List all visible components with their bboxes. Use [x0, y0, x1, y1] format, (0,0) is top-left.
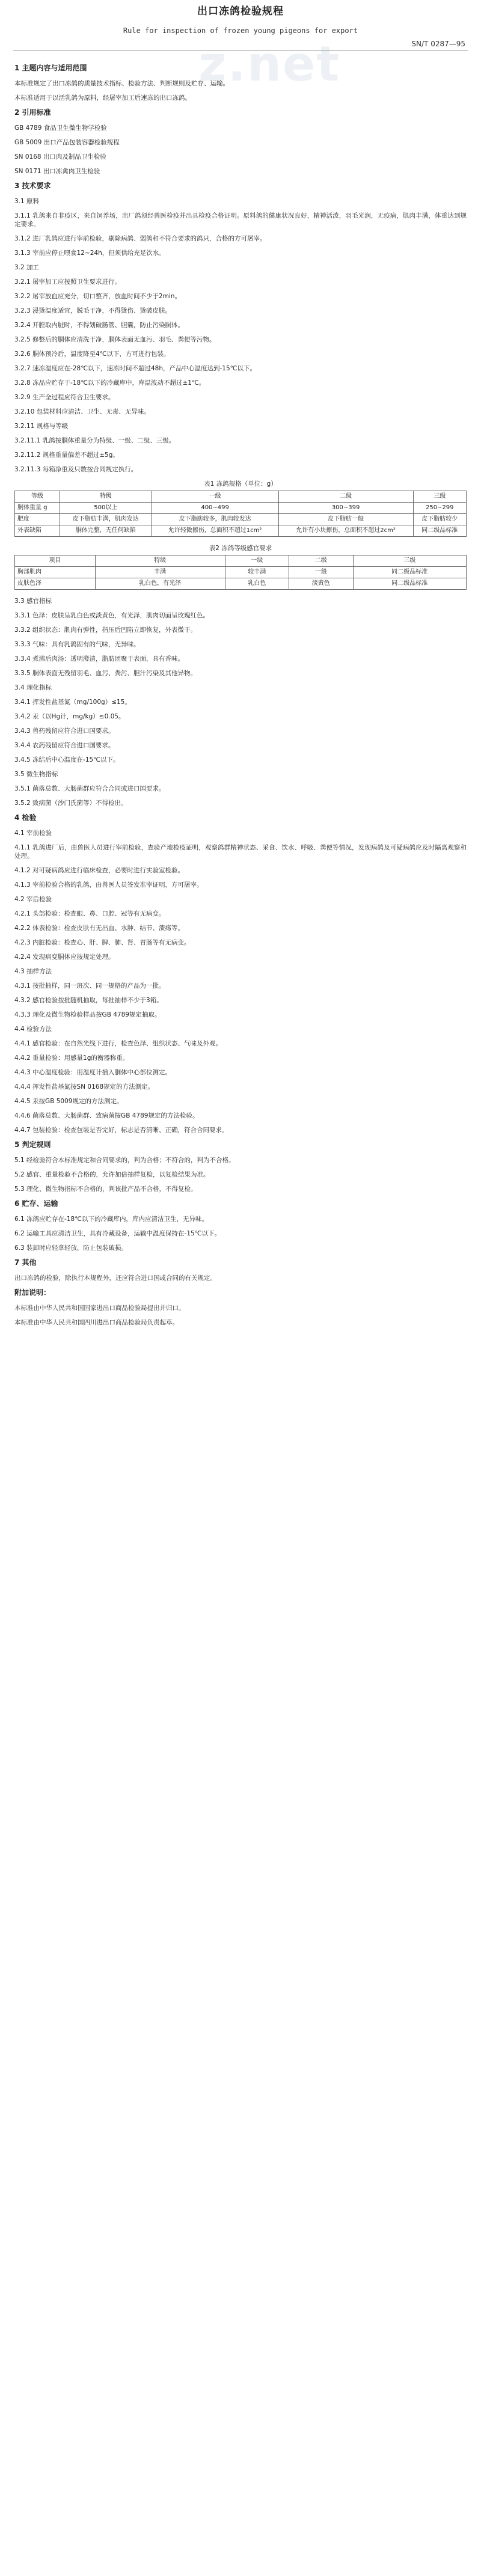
subsection-heading: 3.2 加工: [14, 264, 40, 271]
table-caption: 表1 冻鸽规格（单位：g）: [204, 480, 277, 488]
paragraph: 6.1 冻鸽应贮存在-18℃以下的冷藏库内，库内应清洁卫生，无异味。: [14, 1216, 208, 1223]
table-cell: 500以上: [60, 503, 152, 514]
table-row: [15, 578, 467, 590]
table-cell: 淡黄色: [289, 578, 354, 590]
paragraph: 3.2.10 包装材料应清洁、卫生、无毒、无异味。: [14, 408, 150, 415]
table-cell: 皮下脂肪一般: [278, 514, 413, 525]
paragraph: 4.4.7 包装检验：检查包装是否完好，标志是否清晰、正确，符合合同要求。: [14, 1127, 228, 1134]
table-cell: 胴体重量 g: [15, 503, 60, 514]
table-header-cell: 三级: [413, 491, 466, 503]
paragraph: 3.1.2 进厂乳鸽应进行宰前检验，剔除病鸽、弱鸽和不符合要求的鸽只，合格的方可屠宰。: [14, 235, 266, 242]
table-cell: 丰满: [95, 567, 225, 578]
paragraph: 3.3.4 煮沸后肉汤：透明澄清，脂肪团聚于表面，具有香味。: [14, 655, 185, 662]
table-cell: 皮肤色泽: [15, 578, 96, 590]
table-header-cell: 等级: [15, 491, 60, 503]
paragraph: 4.4.5 汞按GB 5009规定的方法测定。: [14, 1098, 123, 1105]
paragraph: 3.2.4 开膛取内脏时，不得划破肠管、胆囊，防止污染胴体。: [14, 322, 185, 329]
table-cell: 同二级品标准: [353, 578, 466, 590]
subsection-heading: 4.3 抽样方法: [14, 968, 52, 975]
paragraph: 3.2.3 浸烫温度适宜，脱毛干净，不得烫伤、烫破皮肤。: [14, 307, 172, 314]
paragraph: 本标准由中华人民共和国国家进出口商品检验局提出并归口。: [14, 1305, 185, 1312]
table-header-cell: 特级: [95, 555, 225, 567]
table-header-cell: 特级: [60, 491, 152, 503]
subsection-heading: 4.2 宰后检验: [14, 896, 52, 903]
paragraph: 3.3.1 色泽：皮肤呈乳白色或淡黄色，有光泽，肌肉切面呈玫瑰红色。: [14, 612, 210, 619]
table-cell: 乳白色，有光泽: [95, 578, 225, 590]
paragraph: 4.4.4 挥发性盐基氮按SN 0168规定的方法测定。: [14, 1083, 155, 1091]
section-heading: 5 判定规则: [14, 1140, 51, 1149]
section-heading: 7 其他: [14, 1258, 37, 1267]
section-heading: 1 主题内容与适用范围: [14, 64, 87, 72]
table-header-cell: 三级: [353, 555, 466, 567]
subsection-heading: 3.4 理化指标: [14, 684, 52, 691]
table-cell: 同二级品标准: [353, 567, 466, 578]
paragraph: 3.5.1 菌落总数、大肠菌群应符合合同或进口国要求。: [14, 785, 165, 792]
table-header-cell: 二级: [289, 555, 354, 567]
table-cell: 外表缺陷: [15, 525, 60, 537]
paragraph: 本标准适用于以活乳鸽为原料，经屠宰加工后速冻的出口冻鸽。: [14, 94, 191, 102]
table-row: [15, 514, 467, 525]
paragraph: 3.4.5 冻结后中心温度在-15℃以下。: [14, 756, 120, 763]
paragraph: 4.4.1 感官检验：在自然光线下进行，检查色泽、组织状态、气味及外观。: [14, 1040, 222, 1047]
paragraph: 3.4.3 兽药残留应符合进口国要求。: [14, 727, 115, 735]
table-header-cell: 项目: [15, 555, 96, 567]
paragraph: 3.1.1 乳鸽来自非疫区，来自饲养场，出厂鸽须经兽医检疫并出具检疫合格证明。原料鸽的健康状况良好，精神活泼，羽毛光润，无疫病，肌肉丰满，体重达到规定要求。: [14, 212, 467, 228]
paragraph: 3.2.11.1 乳鸽按胴体重量分为特级、一级、二级、三级。: [14, 437, 176, 444]
paragraph: 3.2.2 屠宰放血应充分，切口整齐，放血时间不少于2min。: [14, 293, 182, 300]
paragraph: 5.3 理化、微生物指标不合格的，判该批产品不合格，不得复检。: [14, 1186, 197, 1193]
paragraph: 6.3 装卸时应轻拿轻放，防止包装破损。: [14, 1244, 128, 1252]
table-header-cell: 二级: [278, 491, 413, 503]
paragraph: 3.4.1 挥发性盐基氮（mg/100g）≤15。: [14, 699, 131, 706]
subsection-heading: 3.5 微生物指标: [14, 771, 58, 778]
table-row: [15, 567, 467, 578]
watermark-text: z.net: [198, 36, 341, 92]
paragraph: 3.2.1 屠宰加工应按照卫生要求进行。: [14, 278, 121, 286]
header-divider: [13, 50, 468, 51]
table1: [14, 491, 467, 537]
table-row: [15, 525, 467, 537]
paragraph: SN 0168 出口肉及制品卫生检验: [14, 153, 106, 161]
table-cell: 皮下脂肪较多，肌肉较发达: [152, 514, 278, 525]
section-heading: 附加说明：: [14, 1288, 51, 1297]
section-heading: 3 技术要求: [14, 182, 51, 190]
table-cell: 肥度: [15, 514, 60, 525]
paragraph: 3.2.11.3 每箱净重及只数按合同规定执行。: [14, 466, 138, 473]
section-heading: 2 引用标准: [14, 108, 51, 117]
subsection-heading: 3.3 感官指标: [14, 598, 52, 605]
paragraph: 3.3.5 胴体表面无残留羽毛、血污、粪污、胆汁污染及其他异物。: [14, 670, 197, 677]
paragraph: 3.2.5 修整后的胴体应清洗干净，胴体表面无血污、羽毛、粪便等污物。: [14, 336, 216, 343]
paragraph: 4.1.2 对可疑病鸽应进行临床检查，必要时进行实验室检验。: [14, 867, 185, 874]
paragraph: 6.2 运输工具应清洁卫生，具有冷藏设备，运输中温度保持在-15℃以下。: [14, 1230, 221, 1237]
paragraph: 4.1.1 乳鸽进厂后，由兽医人员进行宰前检验，查验产地检疫证明，观察鸽群精神状态、采食、饮水、呼吸、粪便等情况，发现病鸽及可疑病鸽应及时隔离观察和处理。: [14, 844, 467, 860]
paragraph: 4.2.2 体表检验：检查皮肤有无出血、水肿、结节、溃疡等。: [14, 925, 185, 932]
section-heading: 6 贮存、运输: [14, 1199, 58, 1208]
paragraph: 4.4.2 重量检验：用感量1g的衡器称重。: [14, 1054, 129, 1062]
table-cell: 250~299: [413, 503, 466, 514]
paragraph: 4.2.3 内脏检验：检查心、肝、脾、肺、肾、胃肠等有无病变。: [14, 939, 191, 946]
paragraph: 3.3.2 组织状态：肌肉有弹性，指压后凹陷立即恢复，外表微干。: [14, 626, 197, 634]
table-cell: 300~399: [278, 503, 413, 514]
table-cell: 一般: [289, 567, 354, 578]
table-cell: 400~499: [152, 503, 278, 514]
paragraph: 4.3.3 理化及微生物检验样品按GB 4789规定抽取。: [14, 1011, 161, 1018]
table-cell: 皮下脂肪较少: [413, 514, 466, 525]
paragraph: 3.2.9 生产全过程应符合卫生要求。: [14, 394, 115, 401]
paragraph: 3.2.11.2 规格重量偏差不超过±5g。: [14, 451, 119, 459]
document-title: 出口冻鸽检验规程: [197, 5, 284, 17]
table-row: [15, 503, 467, 514]
standard-code: SN/T 0287—95: [411, 40, 465, 48]
paragraph: 3.5.2 致病菌（沙门氏菌等）不得检出。: [14, 800, 127, 807]
paragraph: 4.2.1 头部检验：检查眼、鼻、口腔、冠等有无病变。: [14, 910, 165, 917]
paragraph: 4.4.6 菌落总数、大肠菌群、致病菌按GB 4789规定的方法检验。: [14, 1112, 199, 1119]
paragraph: 4.3.2 感官检验按批随机抽取，每批抽样不少于3箱。: [14, 997, 163, 1004]
paragraph: 3.4.2 汞（以Hg计，mg/kg）≤0.05。: [14, 713, 125, 720]
paragraph: 3.2.6 胴体预冷后，温度降至4℃以下，方可进行包装。: [14, 350, 170, 358]
paragraph: 出口冻鸽的检验，除执行本规程外，还应符合进口国或合同的有关规定。: [14, 1274, 216, 1282]
subsection-heading: 3.2.11 规格与等级: [14, 423, 69, 430]
paragraph: 3.3.3 气味：具有乳鸽固有的气味，无异味。: [14, 641, 140, 648]
document-body: [14, 60, 467, 1333]
table-header-cell: 一级: [152, 491, 278, 503]
table-cell: 乳白色: [225, 578, 289, 590]
table-cell: 胴体完整，无任何缺陷: [60, 525, 152, 537]
paragraph: 3.1.3 宰前应停止喂食12~24h，但须供给充足饮水。: [14, 249, 165, 257]
paragraph: 5.1 经检验符合本标准规定和合同要求的，判为合格；不符合的，判为不合格。: [14, 1157, 235, 1164]
paragraph: 本标准由中华人民共和国四川进出口商品检验局负责起草。: [14, 1319, 179, 1326]
paragraph: 3.4.4 农药残留应符合进口国要求。: [14, 742, 115, 749]
table-caption: 表2 冻鸽等级感官要求: [209, 545, 272, 552]
table-cell: 允许有小块擦伤，总面积不超过2cm²: [278, 525, 413, 537]
paragraph: 4.3.1 按批抽样，同一班次、同一规格的产品为一批。: [14, 982, 165, 990]
paragraph: 4.4.3 中心温度检验：用温度计插入胴体中心部位测定。: [14, 1069, 172, 1076]
paragraph: SN 0171 出口冻禽肉卫生检验: [14, 168, 100, 175]
subsection-heading: 4.1 宰前检验: [14, 830, 52, 837]
table-cell: 允许轻微擦伤，总面积不超过1cm²: [152, 525, 278, 537]
document-subtitle: Rule for inspection of frozen young pigeons for export: [123, 26, 358, 35]
paragraph: GB 4789 食品卫生微生物学检验: [14, 124, 107, 132]
subsection-heading: 4.4 检验方法: [14, 1026, 52, 1033]
table-cell: 同二级品标准: [413, 525, 466, 537]
paragraph: 本标准规定了出口冻鸽的质量技术指标、检验方法、判断规则及贮存、运输。: [14, 80, 229, 87]
paragraph: 5.2 感官、重量检验不合格的，允许加倍抽样复检，以复检结果为准。: [14, 1171, 210, 1178]
table-cell: 较丰满: [225, 567, 289, 578]
subsection-heading: 3.1 原料: [14, 198, 40, 205]
section-heading: 4 检验: [14, 813, 37, 822]
paragraph: 3.2.8 冻品应贮存于-18℃以下的冷藏库中，库温波动不超过±1℃。: [14, 379, 206, 387]
table-cell: 皮下脂肪丰满，肌肉发达: [60, 514, 152, 525]
table-header-cell: 一级: [225, 555, 289, 567]
paragraph: 4.1.3 宰前检验合格的乳鸽，由兽医人员签发准宰证明，方可屠宰。: [14, 881, 203, 889]
paragraph: GB 5009 出口产品包装容器检验规程: [14, 139, 120, 146]
paragraph: 4.2.4 发现病变胴体应按规定处理。: [14, 953, 115, 961]
table2: [14, 555, 467, 590]
paragraph: 3.2.7 速冻温度应在-28℃以下，速冻时间不超过48h，产品中心温度达到-15℃以下。: [14, 365, 256, 372]
table-cell: 胸部肌肉: [15, 567, 96, 578]
